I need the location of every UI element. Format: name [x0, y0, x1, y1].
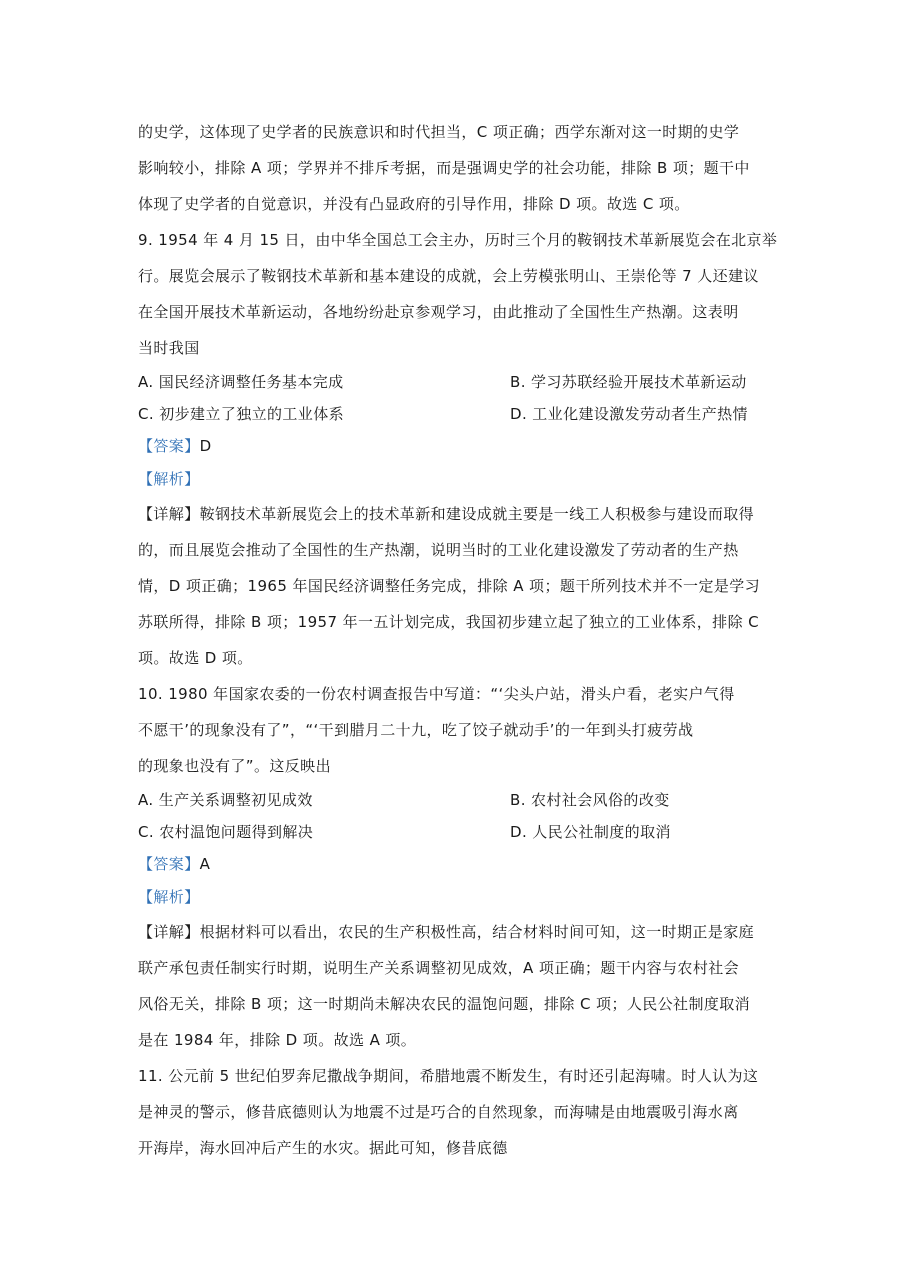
detail-line: 苏联所得，排除 B 项；1957 年一五计划完成，我国初步建立起了独立的工业体系，排除 C [138, 613, 760, 631]
document-page [138, 114, 778, 1166]
option-c: C. 初步建立了独立的工业体系 [138, 405, 345, 423]
analysis-row [138, 463, 778, 496]
detail-line: 是在 1984 年，排除 D 项。故选 A 项。 [138, 1031, 417, 1049]
detail-line: 情，D 项正确；1965 年国民经济调整任务完成，排除 A 项；题干所列技术并不一定是学习 [138, 577, 761, 595]
detail-line: 项。故选 D 项。 [138, 649, 253, 667]
answer-tag: 【答案】 [138, 855, 200, 873]
analysis-tag: 【解析】 [138, 888, 200, 906]
answer-tag: 【答案】 [138, 437, 200, 455]
question-stem-line: 开海岸，海水回冲后产生的水灾。据此可知，修昔底德 [138, 1139, 508, 1157]
detail-line: 风俗无关，排除 B 项；这一时期尚未解决农民的温饱问题，排除 C 项；人民公社制度取消 [138, 995, 751, 1013]
option-a: A. 生产关系调整初见成效 [138, 791, 313, 809]
text-line: 的史学，这体现了史学者的民族意识和时代担当，C 项正确；西学东渐对这一时期的史学 [138, 123, 740, 141]
previous-analysis-continuation [138, 114, 778, 222]
detail-text: 根据材料可以看出，农民的生产积极性高，结合材料时间可知，这一时期正是家庭 [199, 923, 755, 941]
question-stem-line: 11. 公元前 5 世纪伯罗奔尼撒战争期间，希腊地震不断发生，有时还引起海啸。时人认为这 [138, 1067, 759, 1085]
detail-line: 联产承包责任制实行时期，说明生产关系调整初见成效，A 项正确；题干内容与农村社会 [138, 959, 740, 977]
option-b: B. 学习苏联经验开展技术革新运动 [510, 373, 747, 391]
option-d: D. 工业化建设激发劳动者生产热情 [510, 405, 748, 423]
question-stem-line: 9. 1954 年 4 月 15 日，由中华全国总工会主办，历时三个月的鞍钢技术革新展览会在北京举 [138, 231, 778, 249]
analysis-row [138, 881, 778, 914]
question-stem-line: 在全国开展技术革新运动，各地纷纷赴京参观学习，由此推动了全国性生产热潮。这表明 [138, 303, 739, 321]
text-line: 体现了史学者的自觉意识，并没有凸显政府的引导作用，排除 D 项。故选 C 项。 [138, 195, 690, 213]
question-10-detail [138, 914, 778, 1058]
question-10 [138, 676, 778, 784]
question-stem-line: 是神灵的警示，修昔底德则认为地震不过是巧合的自然现象，而海啸是由地震吸引海水离 [138, 1103, 739, 1121]
detail-line [138, 496, 778, 532]
detail-line: 的，而且展览会推动了全国性的生产热潮，说明当时的工业化建设激发了劳动者的生产热 [138, 541, 739, 559]
answer-row [138, 848, 778, 881]
analysis-tag: 【解析】 [138, 470, 200, 488]
question-10-options [138, 784, 778, 848]
detail-line [138, 914, 778, 950]
answer-value: A [199, 855, 211, 873]
question-stem-line: 10. 1980 年国家农委的一份农村调查报告中写道：“‘尖头户站，滑头户看，老实户气得 [138, 685, 735, 703]
option-c: C. 农村温饱问题得到解决 [138, 823, 314, 841]
text-line: 影响较小，排除 A 项；学界并不排斥考据，而是强调史学的社会功能，排除 B 项；题干中 [138, 159, 750, 177]
question-stem-line: 当时我国 [138, 339, 200, 357]
question-9 [138, 222, 778, 366]
question-11 [138, 1058, 778, 1166]
detail-text: 鞍钢技术革新展览会上的技术革新和建设成就主要是一线工人积极参与建设而取得 [199, 505, 755, 523]
question-stem-line: 不愿干’的现象没有了”，“‘干到腊月二十九，吃了饺子就动手’的一年到头打疲劳战 [138, 721, 694, 739]
detail-tag: 【详解】 [138, 505, 200, 523]
option-d: D. 人民公社制度的取消 [510, 823, 671, 841]
option-a: A. 国民经济调整任务基本完成 [138, 373, 344, 391]
answer-row [138, 430, 778, 463]
answer-value: D [199, 437, 212, 455]
question-9-options [138, 366, 778, 430]
option-b: B. 农村社会风俗的改变 [510, 791, 670, 809]
question-9-detail [138, 496, 778, 676]
question-stem-line: 的现象也没有了”。这反映出 [138, 757, 331, 775]
detail-tag: 【详解】 [138, 923, 200, 941]
question-stem-line: 行。展览会展示了鞍钢技术革新和基本建设的成就，会上劳模张明山、王崇伦等 7 人还建议 [138, 267, 759, 285]
